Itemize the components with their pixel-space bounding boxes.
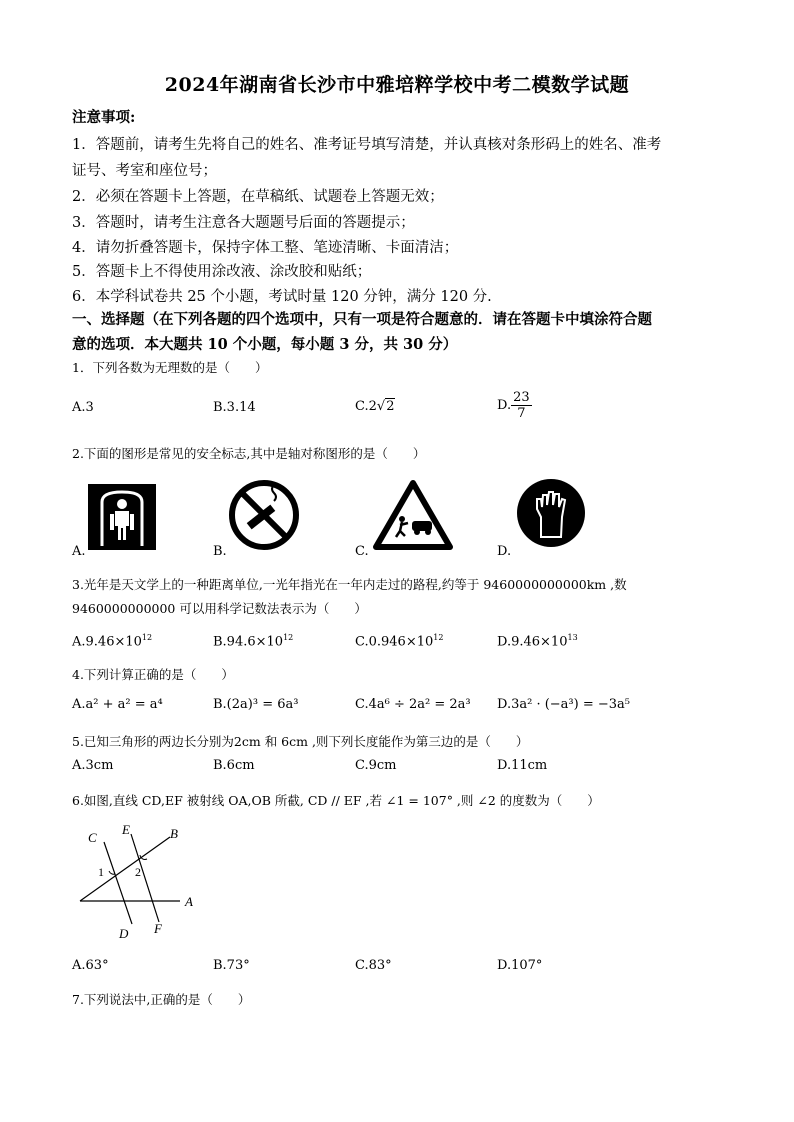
q1-option-c: C.2√2 xyxy=(355,399,395,414)
q6-option-d: D.107° xyxy=(497,958,543,973)
q4-stem: 4.下列计算正确的是（ ） xyxy=(72,667,234,682)
q1-option-d xyxy=(497,390,532,421)
q3-stem-line2: 9460000000000 可以用科学记数法表示为（ ） xyxy=(72,601,367,616)
q1-option-b: B.3.14 xyxy=(213,400,256,415)
q5-option-c: C.9cm xyxy=(355,758,397,773)
q2-stem: 2.下面的图形是常见的安全标志,其中是轴对称图形的是（ ） xyxy=(72,446,426,461)
warning-triangle-sign-icon xyxy=(372,479,454,551)
label-f: F xyxy=(154,921,162,936)
q3-option-a xyxy=(72,633,152,649)
notice-item: 证号、考室和座位号； xyxy=(72,163,217,179)
q2-option-a: A. xyxy=(72,544,86,559)
emergency-exit-sign-icon xyxy=(88,484,156,550)
q1-option-d-prefix: D. xyxy=(497,398,512,413)
q6-stem: 6.如图,直线 CD,EF 被射线 OA,OB 所截, CD // EF ,若 ∠1 = 107° ,则 ∠2 的度数为（ ） xyxy=(72,793,600,808)
section-heading-line2: 意的选项．本大题共 10 个小题，每小题 3 分，共 30 分） xyxy=(72,336,458,353)
q1-option-d-denominator: 7 xyxy=(517,406,526,421)
label-angle-2: 2 xyxy=(135,865,141,879)
q3-stem-line1: 3.光年是天文学上的一种距离单位,一光年指光在一年内走过的路程,约等于 9460000000000km ,数 xyxy=(72,577,627,592)
label-d: D xyxy=(119,926,129,941)
notice-heading: 注意事项: xyxy=(72,109,136,126)
q1-option-a: A.3 xyxy=(72,400,94,415)
q4-option-a: A.a² + a² = a⁴ xyxy=(72,697,163,712)
wear-gloves-sign-icon xyxy=(515,477,587,549)
q3-option-d-base: D.9.46×10 xyxy=(497,634,568,650)
notice-item: 1．答题前，请考生先将自己的姓名、准考证号填写清楚，并认真核对条形码上的姓名、准考 xyxy=(72,137,662,153)
q7-stem: 7.下列说法中,正确的是（ ） xyxy=(72,992,251,1007)
label-c: C xyxy=(88,830,97,845)
label-angle-1: 1 xyxy=(98,865,104,879)
q1-stem: 1．下列各数为无理数的是（ ） xyxy=(72,360,268,375)
q3-option-b xyxy=(213,633,293,649)
notice-item: 3．答题时，请考生注意各大题题号后面的答题提示； xyxy=(72,215,415,231)
label-b: B xyxy=(170,826,178,841)
q5-option-d: D.11cm xyxy=(497,758,548,773)
q4-option-c: C.4a⁶ ÷ 2a² = 2a³ xyxy=(355,697,471,712)
q2-option-b: B. xyxy=(213,544,227,559)
no-smoking-sign-icon xyxy=(228,479,300,551)
q3-option-c xyxy=(355,633,443,649)
q6-geometry-figure xyxy=(74,822,204,942)
q4-option-d: D.3a² · (−a³) = −3a⁵ xyxy=(497,697,631,712)
notice-item: 5．答题卡上不得使用涂改液、涂改胶和贴纸； xyxy=(72,264,372,280)
line-cd xyxy=(104,842,132,924)
page-title: 2024年湖南省长沙市中雅培粹学校中考二模数学试题 xyxy=(164,74,630,96)
q1-option-c-radicand: 2 xyxy=(386,399,395,414)
q3-option-d-exponent: 13 xyxy=(567,633,578,642)
q6-option-a: A.63° xyxy=(72,958,109,973)
q5-stem: 5.已知三角形的两边长分别为2cm 和 6cm ,则下列长度能作为第三边的是（ ） xyxy=(72,734,529,749)
q1-option-c-prefix: C.2 xyxy=(355,399,377,414)
q3-option-b-exponent: 12 xyxy=(283,633,294,642)
q3-option-c-exponent: 12 xyxy=(433,633,444,642)
section-heading-line1: 一、选择题（在下列各题的四个选项中，只有一项是符合题意的．请在答题卡中填涂符合题 xyxy=(72,311,652,328)
q5-option-a: A.3cm xyxy=(72,758,114,773)
q1-option-d-numerator: 23 xyxy=(513,390,530,405)
notice-item: 4．请勿折叠答题卡，保持字体工整、笔迹清晰、卡面清洁； xyxy=(72,240,459,256)
q2-option-d: D. xyxy=(497,544,512,559)
q3-option-c-base: C.0.946×10 xyxy=(355,634,434,650)
label-e: E xyxy=(122,822,130,837)
notice-item: 6．本学科试卷共 25 个小题，考试时量 120 分钟，满分 120 分. xyxy=(72,289,492,305)
notice-item: 2．必须在答题卡上答题，在草稿纸、试题卷上答题无效； xyxy=(72,189,444,205)
q3-option-a-base: A.9.46×10 xyxy=(72,634,142,650)
q3-option-b-base: B.94.6×10 xyxy=(213,634,284,650)
label-a: A xyxy=(185,894,193,909)
q4-option-b: B.(2a)³ = 6a³ xyxy=(213,697,299,712)
q6-option-c: C.83° xyxy=(355,958,392,973)
q2-option-c: C. xyxy=(355,544,369,559)
q5-option-b: B.6cm xyxy=(213,758,255,773)
q6-option-b: B.73° xyxy=(213,958,250,973)
q3-option-d xyxy=(497,633,578,649)
ray-ob xyxy=(80,837,170,901)
q3-option-a-exponent: 12 xyxy=(141,633,153,642)
